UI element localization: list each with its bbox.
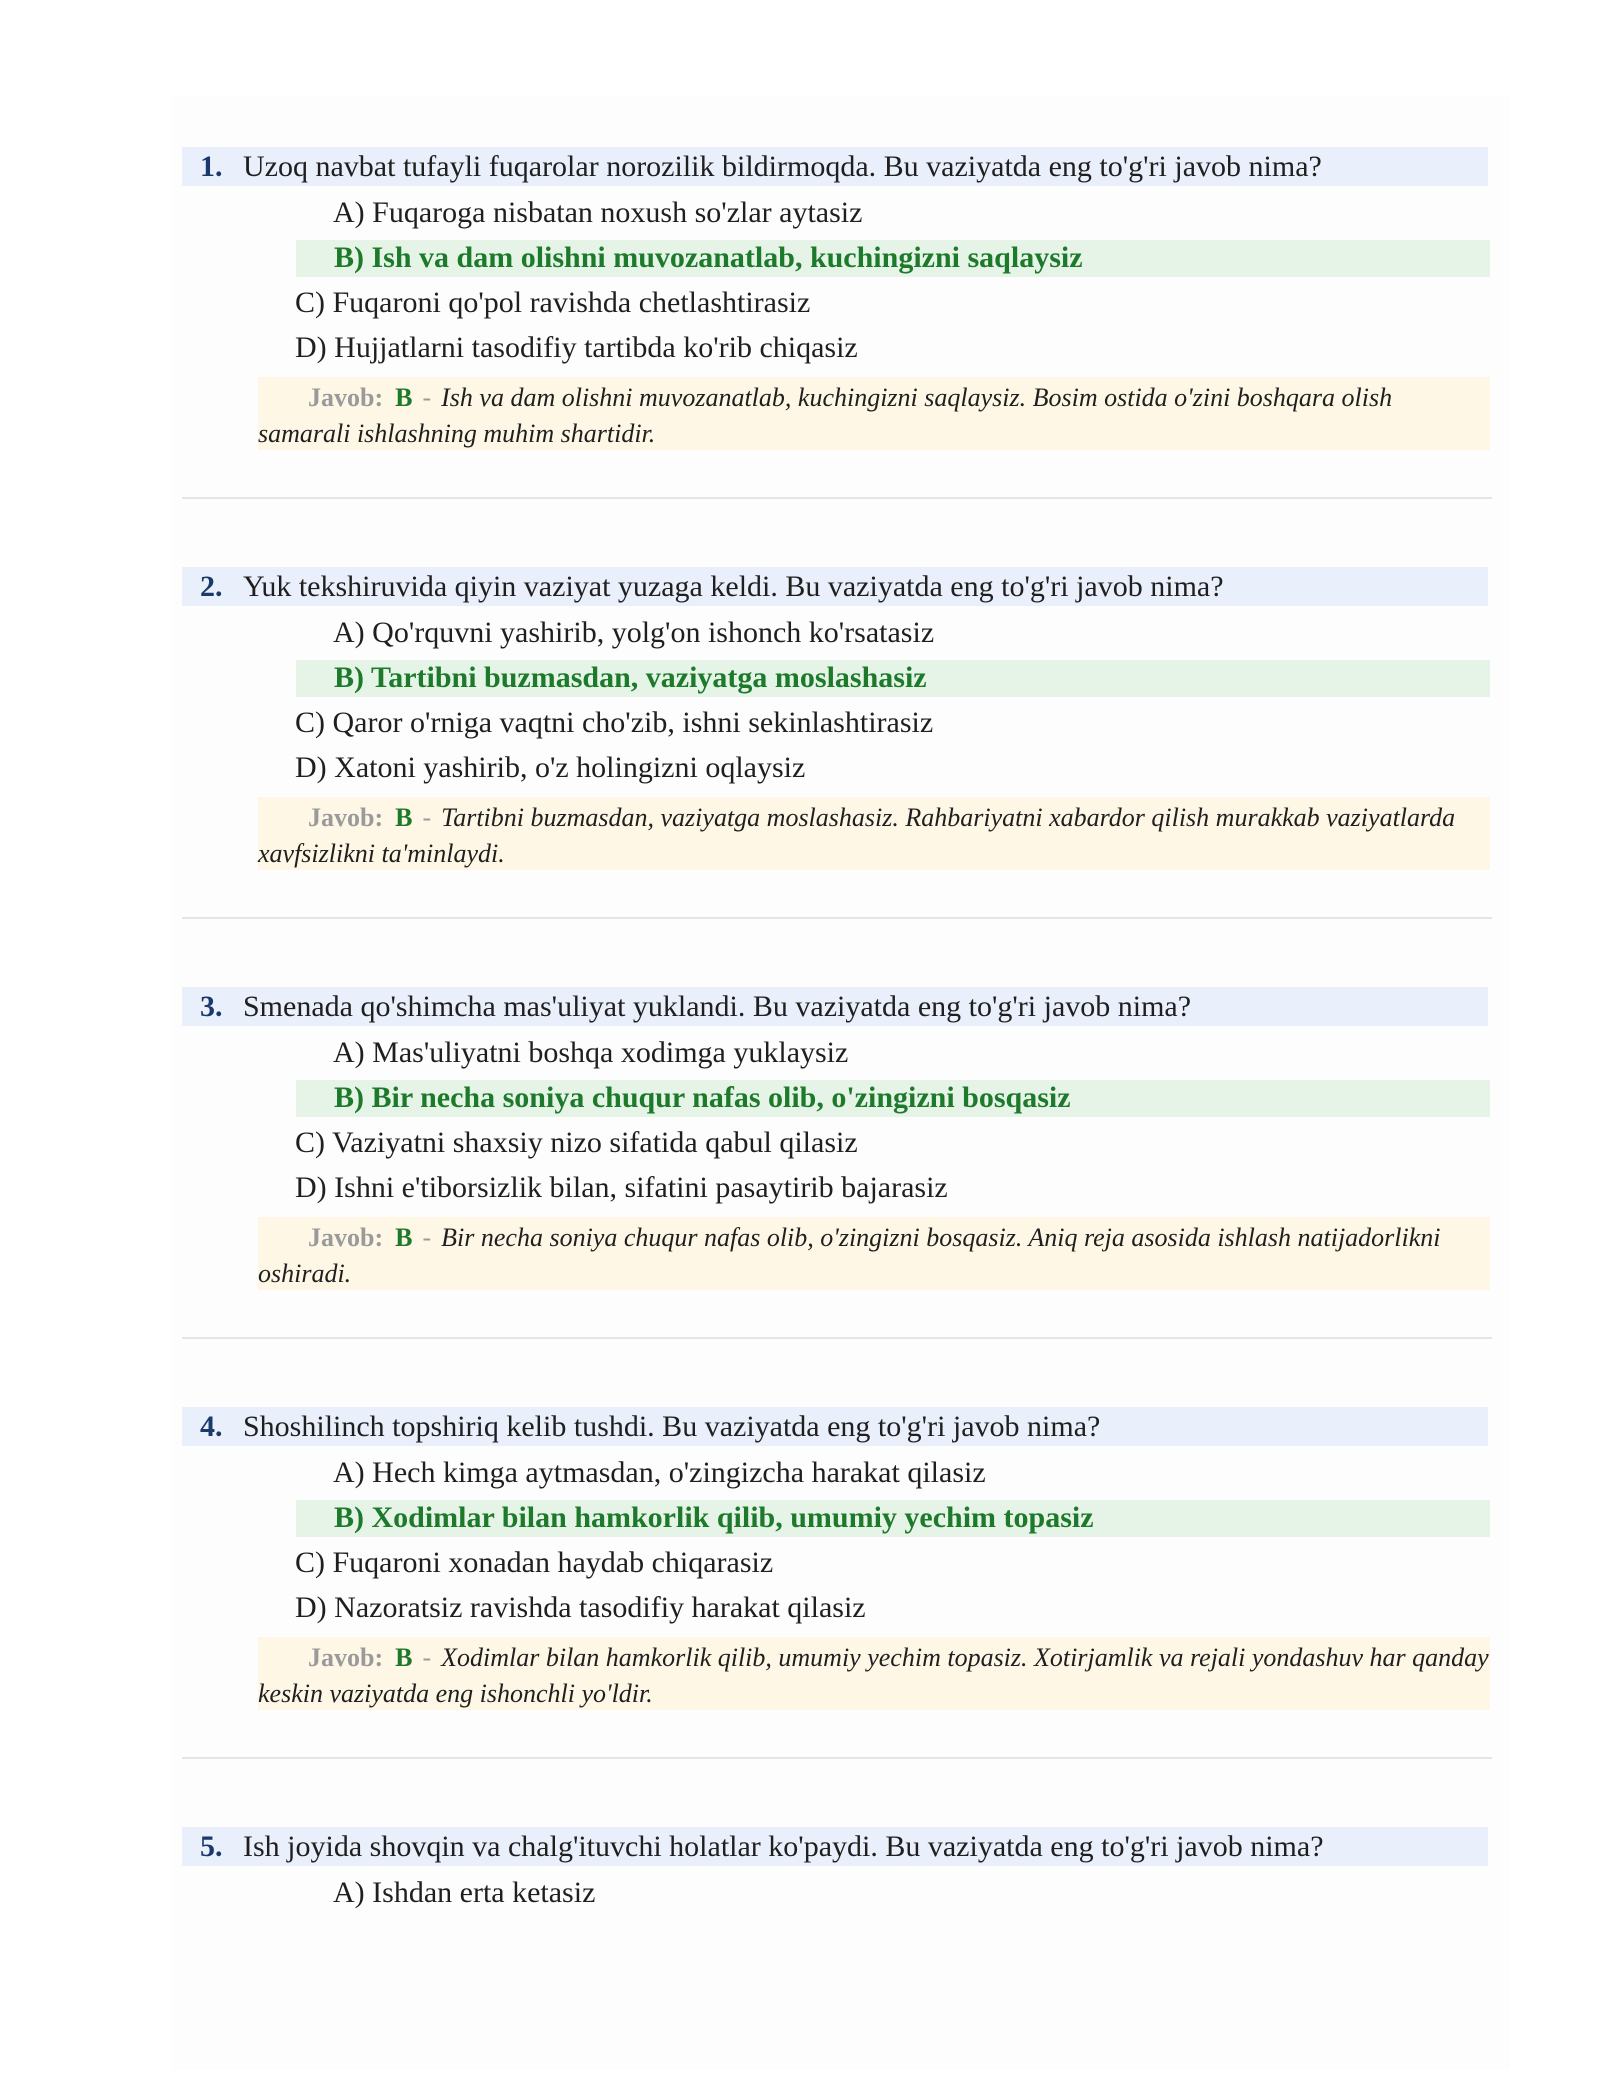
question-number: 4. — [200, 1410, 223, 1443]
question-number: 5. — [200, 1830, 223, 1863]
option-a: A) Ishdan erta ketasiz — [333, 1876, 596, 1909]
question-text: Shoshilinch topshiriq kelib tushdi. Bu vaziyatda eng to'g'ri javob nima? — [243, 1410, 1101, 1443]
answer-letter: B — [395, 803, 413, 832]
answer-text: Ish va dam olishni muvozanatlab, kuchingizni saqlaysiz. Bosim ostida o'zini boshqara olish samarali ishlashning muhim shartidir. — [258, 383, 1393, 448]
answer-letter: B — [395, 383, 413, 412]
answer-text: Bir necha soniya chuqur nafas olib, o'zingizni bosqasiz. Aniq reja asosida ishlash natijadorlikni oshiradi. — [258, 1223, 1441, 1288]
answer-letter: B — [395, 1643, 413, 1672]
question-number: 1. — [200, 150, 223, 183]
question-text: Yuk tekshiruvida qiyin vaziyat yuzaga keldi. Bu vaziyatda eng to'g'ri javob nima? — [243, 570, 1224, 603]
option-c: C) Qaror o'rniga vaqtni cho'zib, ishni sekinlashtirasiz — [295, 706, 934, 739]
answer-text: Xodimlar bilan hamkorlik qilib, umumiy yechim topasiz. Xotirjamlik va rejali yondashuv har qanday keskin vaziyatda eng ishonchli yo'ldir. — [258, 1643, 1489, 1708]
question-text: Uzoq navbat tufayli fuqarolar norozilik bildirmoqda. Bu vaziyatda eng to'g'ri javob nima? — [243, 150, 1322, 183]
option-d: D) Hujjatlarni tasodifiy tartibda ko'rib chiqasiz — [295, 331, 858, 364]
answer-dash: - — [422, 1643, 432, 1672]
answer-label: Javob: — [308, 803, 384, 832]
option-a: A) Qo'rquvni yashirib, yolg'on ishonch ko'rsatasiz — [333, 616, 935, 649]
option-d: D) Ishni e'tiborsizlik bilan, sifatini pasaytirib bajarasiz — [295, 1171, 948, 1204]
question-2 — [0, 420, 1600, 868]
question-text: Ish joyida shovqin va chalg'ituvchi holatlar ko'paydi. Bu vaziyatda eng to'g'ri javob nima? — [243, 1830, 1324, 1863]
answer-dash: - — [422, 803, 432, 832]
question-text: Smenada qo'shimcha mas'uliyat yuklandi. Bu vaziyatda eng to'g'ri javob nima? — [243, 990, 1192, 1023]
answer-dash: - — [422, 1223, 432, 1252]
question-1 — [0, 0, 1600, 448]
option-c: C) Fuqaroni qo'pol ravishda chetlashtirasiz — [295, 286, 811, 319]
question-4 — [0, 1260, 1600, 1708]
answer-label: Javob: — [308, 1223, 384, 1252]
option-a: A) Fuqaroga nisbatan noxush so'zlar aytasiz — [333, 196, 863, 229]
option-d: D) Nazoratsiz ravishda tasodifiy harakat qilasiz — [295, 1591, 866, 1624]
option-b-correct: B) Tartibni buzmasdan, vaziyatga moslashasiz — [334, 661, 927, 694]
answer-label: Javob: — [308, 1643, 384, 1672]
option-b-correct: B) Ish va dam olishni muvozanatlab, kuchingizni saqlaysiz — [334, 241, 1083, 274]
option-a: A) Mas'uliyatni boshqa xodimga yuklaysiz — [333, 1036, 849, 1069]
question-5 — [0, 1680, 1600, 2100]
option-a: A) Hech kimga aytmasdan, o'zingizcha harakat qilasiz — [333, 1456, 986, 1489]
question-number: 2. — [200, 570, 223, 603]
option-c: C) Vaziyatni shaxsiy nizo sifatida qabul qilasiz — [295, 1126, 858, 1159]
question-number: 3. — [200, 990, 223, 1023]
answer-text: Tartibni buzmasdan, vaziyatga moslashasiz. Rahbariyatni xabardor qilish murakkab vaziyatlarda xavfsizlikni ta'minlaydi. — [258, 803, 1456, 868]
answer-dash: - — [422, 383, 432, 412]
option-b-correct: B) Xodimlar bilan hamkorlik qilib, umumiy yechim topasiz — [334, 1501, 1094, 1534]
answer-letter: B — [395, 1223, 413, 1252]
question-3 — [0, 840, 1600, 1288]
option-b-correct: B) Bir necha soniya chuqur nafas olib, o'zingizni bosqasiz — [334, 1081, 1071, 1114]
option-c: C) Fuqaroni xonadan haydab chiqarasiz — [295, 1546, 774, 1579]
answer-label: Javob: — [308, 383, 384, 412]
option-d: D) Xatoni yashirib, o'z holingizni oqlaysiz — [295, 751, 806, 784]
